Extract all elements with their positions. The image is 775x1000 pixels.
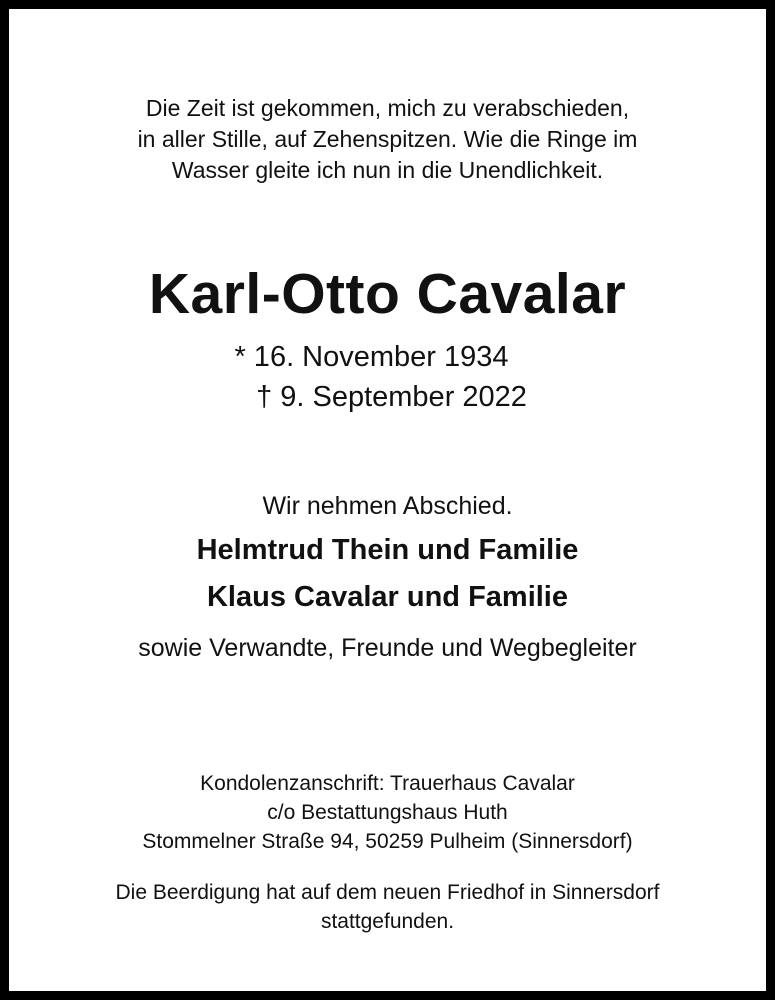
burial-line: Die Beerdigung hat auf dem neuen Friedhof in Sinnersdorf — [115, 881, 660, 904]
other-mourners: sowie Verwandte, Freunde und Wegbegleiter — [138, 634, 637, 662]
deceased-name: Karl-Otto Cavalar — [148, 262, 627, 326]
burial-notice — [9, 878, 766, 936]
farewell-quote — [9, 93, 766, 186]
birth-date: * 16. November 1934 — [234, 341, 509, 373]
mourning-families — [9, 527, 766, 621]
address-line: Kondolenzanschrift: Trauerhaus Cavalar — [200, 772, 575, 795]
address-line: Stommelner Straße 94, 50259 Pulheim (Sinnersdorf) — [142, 830, 633, 853]
farewell-statement: Wir nehmen Abschied. — [262, 492, 513, 520]
quote-line: in aller Stille, auf Zehenspitzen. Wie die Ringe im — [137, 126, 638, 152]
burial-line: stattgefunden. — [320, 910, 455, 933]
quote-line: Die Zeit ist gekommen, mich zu verabschieden, — [145, 95, 630, 121]
life-dates — [9, 337, 766, 417]
address-line: c/o Bestattungshaus Huth — [267, 801, 508, 824]
family-name: Klaus Cavalar und Familie — [206, 581, 568, 613]
condolence-address — [9, 769, 766, 856]
death-date: † 9. September 2022 — [256, 381, 527, 413]
family-name: Helmtrud Thein und Familie — [196, 534, 579, 566]
quote-line: Wasser gleite ich nun in die Unendlichkeit. — [171, 157, 604, 183]
